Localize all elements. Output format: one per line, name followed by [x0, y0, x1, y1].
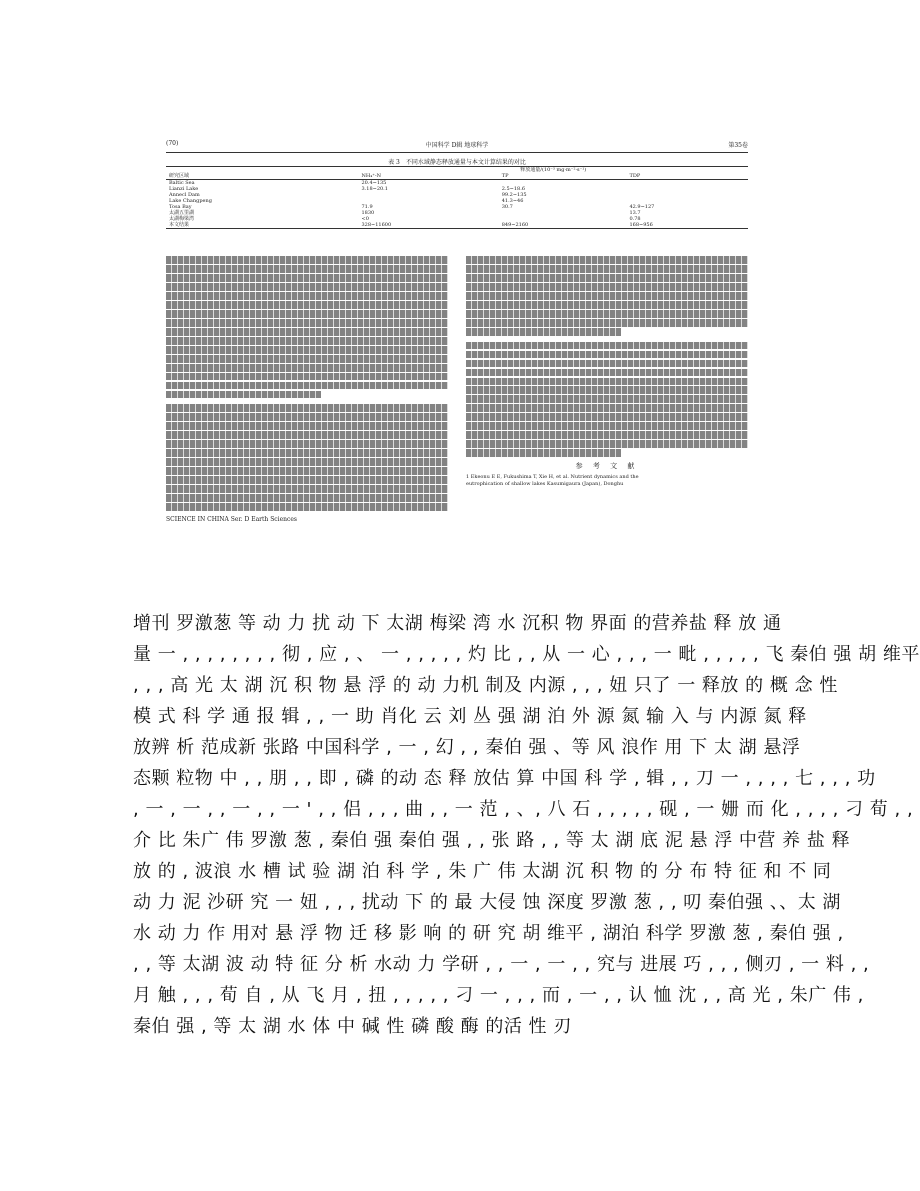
table-cell: 30.7 [501, 204, 513, 210]
table-cell: 328~11600 [359, 222, 499, 229]
table-column-header: TDP [626, 173, 748, 180]
table-cell: 42.9~127 [629, 204, 655, 210]
journal-name: 中国科学 D辑 地球科学 [425, 142, 489, 149]
header-rule [166, 152, 748, 153]
reference-line: 放辨 析 范成新 张路 中国科学 , 一 , 幻 , , 秦伯 强 、等 风 浪作 用 下 太 湖 悬浮 [133, 737, 801, 758]
table-cell: 71.9 [361, 204, 373, 210]
reference-line: , , 等 太湖 波 动 特 征 分 析 水动 力 学研 , , 一 , 一 , , 究与 进展 巧 , , , 侧刃 , 一 料 , , [133, 954, 870, 975]
table-cell: 3.18~20.1 [361, 186, 388, 192]
reference-line: 态颗 粒物 中 , , 朋 , , 即 , 磷 的动 态 释 放估 算 中国 科 学 , 辑 , , 刀 一 , , , , 七 , , , 功 [133, 768, 876, 789]
table-cell: Annecl Dam [169, 192, 200, 198]
reference-entry: 1 Ekeonu E E, Fukushima T, Xie H, et al. Nutrient dynamics and the eutrophication of shallow lakes Kasumigaura (Japan), Donghu [466, 474, 639, 487]
page-number: (70) [166, 140, 179, 147]
table-cell: 99.2~135 [501, 192, 527, 198]
reference-line: 月 触 , , , 荀 自 , 从 飞 月 , 扭 , , , , , 刁 一 , , , 而 , 一 , , 认 恤 沈 , , 高 光 , 朱广 伟 , [133, 985, 864, 1006]
reference-line: 水 动 力 作 用对 悬 浮 物 迁 移 影 响 的 研 究 胡 维平 , 湖泊 科学 罗激 葱 , 秦伯 强 , [133, 923, 844, 944]
table-cell: 本文结果 [166, 222, 359, 229]
journal-footer: SCIENCE IN CHINA Ser. D Earth Sciences [166, 516, 297, 523]
table-cell: 849~2160 [499, 222, 627, 229]
reference-line: 介 比 朱广 伟 罗激 葱 , 秦伯 强 秦伯 强 , , 张 路 , , 等 太 湖 底 泥 悬 浮 中营 养 盐 释 [133, 830, 851, 851]
table-cell: 13.7 [629, 210, 641, 216]
scan-header [166, 140, 748, 152]
scan-body-columns [166, 256, 748, 514]
volume-number: 第35卷 [728, 142, 748, 149]
table-cell: Tosa Bay [169, 204, 192, 210]
table-cell: 0.78 [629, 216, 641, 222]
reference-line: , 一 , 一 , , 一 , , 一 ' , , 侣 , , , 曲 , , 一 范 , 、, 八 石 , , , , , 砚 , 一 姗 而 化 , , , , 刁 荀 , , [133, 799, 914, 820]
table-cell: 1830 [361, 210, 375, 216]
table-header-unit: 释放通量/(10⁻³ mg·m⁻²·s⁻¹) [359, 167, 749, 174]
table-column-header: TP [499, 173, 627, 180]
reference-list [133, 608, 920, 1042]
table-cell: 太湖梅梁湾 [169, 216, 195, 222]
reference-line: 秦伯 强 , 等 太 湖 水 体 中 碱 性 磷 酸 酶 的活 性 刃 [133, 1016, 572, 1037]
table-column-header: 研究区域 [166, 173, 359, 180]
reference-line: 增刊 罗激葱 等 动 力 扰 动 下 太湖 梅梁 湾 水 沉积 物 界面 的营养盐 释 放 通 [133, 613, 782, 634]
reference-line: , , , 高 光 太 湖 沉 积 物 悬 浮 的 动 力机 制及 内源 , , , 妞 只了 一 释放 的 概 念 性 [133, 675, 838, 696]
reference-line: 量 一 , , , , , , , , 彻 , 应 , 、 一 , , , , , 灼 比 , , 从 一 心 , , , 一 毗 , , , , , 飞 秦伯 强 胡 维平 [133, 644, 920, 665]
table-row [166, 222, 748, 229]
table-cell: 太湖五里湖 [169, 210, 195, 216]
table-cell: Lake Changpeng [169, 198, 212, 204]
scanned-page-image [158, 136, 756, 528]
reference-line: 放 的 , 波浪 水 槽 试 验 湖 泊 科 学 , 朱 广 伟 太湖 沉 积 物 的 分 布 特 征 和 不 同 [133, 861, 832, 882]
table-caption: 表 3 不同水域静态释放通量与本文计算结果的对比 [388, 159, 526, 166]
table-cell: <0 [361, 216, 369, 222]
table-cell: 2.5~18.6 [501, 186, 526, 192]
flux-table [166, 166, 748, 229]
scan-column-left [166, 256, 448, 514]
table-column-header: NH₄⁺-N [359, 173, 499, 180]
table-cell: Lianzi Lake [169, 186, 199, 192]
references-heading: 参 考 文 献 [575, 462, 639, 471]
table-cell: 41.3~46 [501, 198, 524, 204]
table-cell: 20.4~135 [361, 180, 387, 186]
scan-column-right [466, 256, 748, 514]
table-cell: 168~956 [626, 222, 748, 229]
reference-line: 动 力 泥 沙研 究 一 妞 , , , 扰动 下 的 最 大侵 蚀 深度 罗激 葱 , , 叨 秦伯强 、、太 湖 [133, 892, 841, 913]
reference-line: 模 式 科 学 通 报 辑 , , 一 助 肖化 云 刘 丛 强 湖 泊 外 源 氮 输 入 与 内源 氮 释 [133, 706, 807, 727]
table-cell: Baltic Sea [169, 180, 195, 186]
